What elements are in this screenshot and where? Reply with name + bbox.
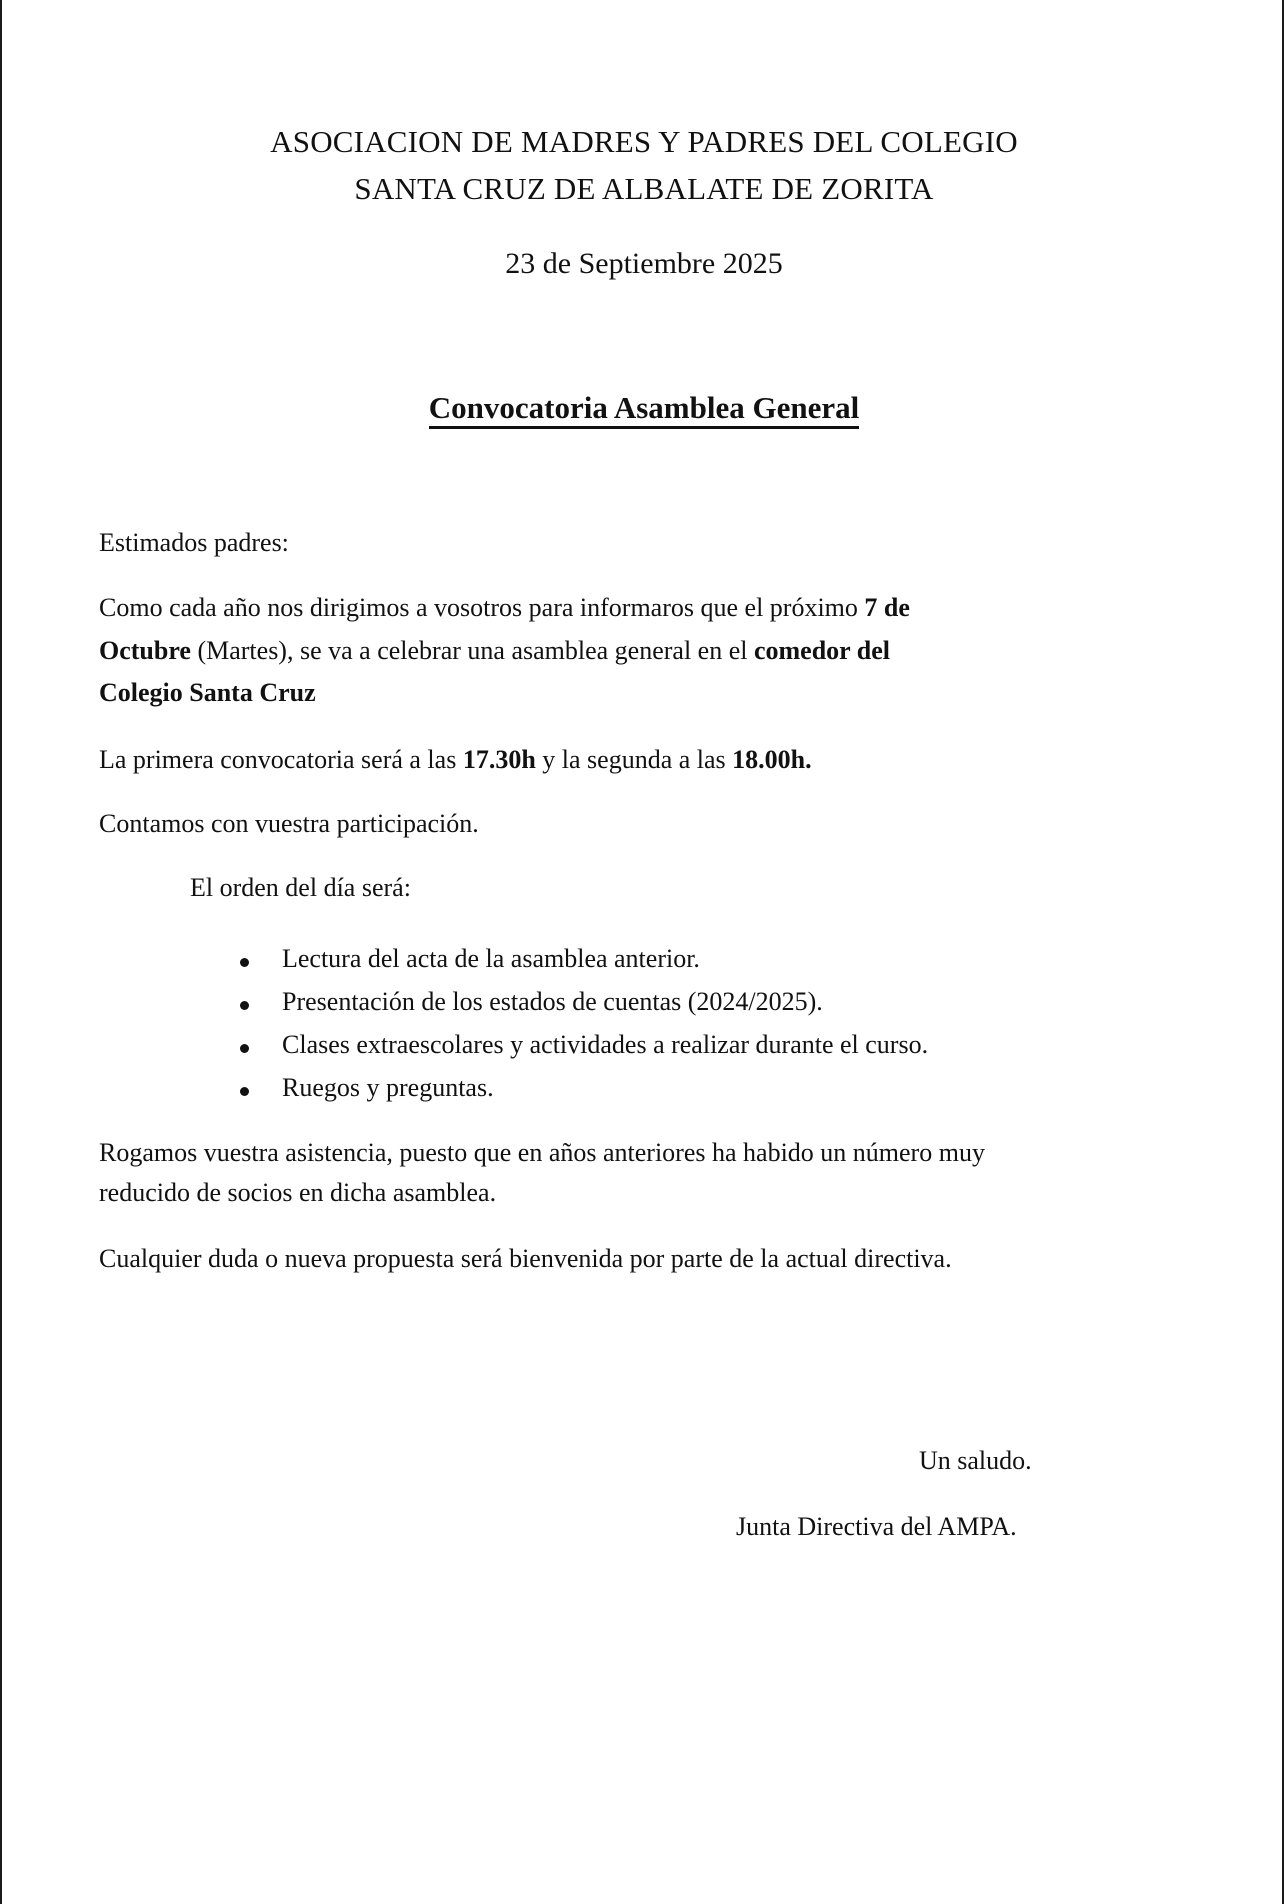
agenda-intro: El orden del día será: <box>190 873 411 902</box>
agenda-item: Lectura del acta de la asamblea anterior. <box>282 944 700 973</box>
times-line <box>99 744 812 776</box>
intro-text: Como cada año nos dirigimos a vosotros para informaros que el próximo <box>99 593 865 622</box>
request-line-1: Rogamos vuestra asistencia, puesto que en años anteriores ha habido un número muy <box>99 1138 985 1167</box>
bullet-icon <box>240 958 249 967</box>
bullet-icon <box>240 1001 249 1010</box>
intro-text: (Martes), se va a celebrar una asamblea general en el <box>190 636 754 665</box>
document-title <box>2 392 1284 424</box>
agenda-item: Clases extraescolares y actividades a realizar durante el curso. <box>282 1030 929 1059</box>
intro-line-2 <box>99 635 890 667</box>
closing-note: Cualquier duda o nueva propuesta será bienvenida por parte de la actual directiva. <box>99 1244 952 1273</box>
participation-line: Contamos con vuestra participación. <box>99 809 479 838</box>
document-date: 23 de Septiembre 2025 <box>505 247 783 280</box>
times-text: y la segunda a las <box>535 745 733 774</box>
header-association-line2: SANTA CRUZ DE ALBALATE DE ZORITA <box>354 171 934 206</box>
greeting: Estimados padres: <box>99 528 289 557</box>
meeting-venue: comedor del <box>753 636 890 665</box>
meeting-date-day: 7 de <box>864 593 910 622</box>
bullet-icon <box>240 1087 249 1096</box>
intro-line-1 <box>99 592 910 624</box>
meeting-venue-school: Colegio Santa Cruz <box>99 678 316 707</box>
agenda-item: Ruegos y preguntas. <box>282 1073 494 1102</box>
times-text: La primera convocatoria será a las <box>99 745 463 774</box>
signoff-signature: Junta Directiva del AMPA. <box>736 1512 1017 1541</box>
second-call-time: 18.00h. <box>732 745 812 774</box>
signoff-greeting: Un saludo. <box>919 1446 1032 1475</box>
request-line-2: reducido de socios en dicha asamblea. <box>99 1178 497 1207</box>
agenda-item: Presentación de los estados de cuentas (2024/2025). <box>282 987 823 1016</box>
intro-line-3 <box>99 677 316 709</box>
bullet-icon <box>240 1044 249 1053</box>
first-call-time: 17.30h <box>462 745 536 774</box>
document-title-text: Convocatoria Asamblea General <box>429 390 860 429</box>
meeting-date-month: Octubre <box>99 636 191 665</box>
header-association-line1: ASOCIACION DE MADRES Y PADRES DEL COLEGIO <box>270 124 1018 159</box>
